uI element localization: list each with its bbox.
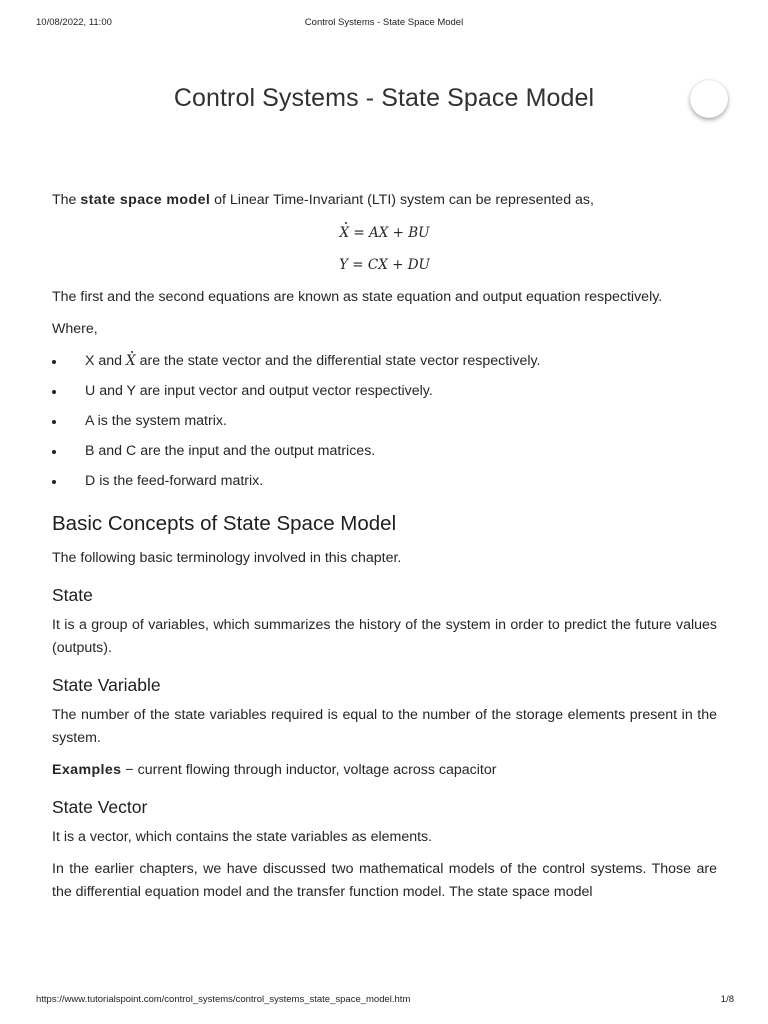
list-item: D is the feed-forward matrix. (52, 470, 717, 493)
definition-list (52, 350, 717, 493)
state-vector-text: It is a vector, which contains the state variables as elements. (52, 829, 433, 845)
examples-text: − current flowing through inductor, voltage across capacitor (121, 762, 497, 778)
list-item: U and Y are input vector and output vector respectively. (52, 380, 717, 403)
floating-circle-button[interactable] (690, 80, 728, 118)
subheading-state: State (52, 585, 93, 605)
intro-bold-term: state space model (80, 192, 211, 208)
x-dot-symbol: X (339, 221, 349, 245)
page-title: Control Systems - State Space Model (173, 84, 595, 112)
subheading-state-variable: State Variable (52, 675, 161, 695)
intro-paragraph (52, 189, 717, 212)
print-header (0, 17, 768, 31)
page-url: https://www.tutorialspoint.com/control_systems/control_systems_state_space_model.htm (36, 994, 411, 1005)
state-text: It is a group of variables, which summarizes the history of the system in order to predict the future values (outputs). (52, 617, 717, 656)
state-vector-continued: In the earlier chapters, we have discussed two mathematical models of the control systems. Those are the differential equation model and the transfer function model. The state space model (52, 861, 717, 900)
article-content (52, 189, 717, 913)
intro-before: The (52, 192, 81, 208)
print-doc-title: Control Systems - State Space Model (304, 17, 464, 28)
equations-explanation: The first and the second equations are known as state equation and output equation respectively. (52, 289, 663, 305)
page-number: 1/8 (720, 994, 734, 1005)
output-equation: Y = CX + DU (339, 257, 430, 273)
state-space-equations (52, 221, 717, 277)
where-label: Where, (52, 321, 98, 337)
intro-after: of Linear Time-Invariant (LTI) system can be represented as, (210, 192, 594, 208)
def1-post: are the state vector and the differential state vector respectively. (135, 353, 541, 369)
state-variable-text: The number of the state variables required is equal to the number of the storage elements present in the system. (52, 707, 717, 746)
basic-concepts-text: The following basic terminology involved in this chapter. (52, 550, 402, 566)
print-footer (0, 994, 768, 1008)
def1-pre: X and (85, 353, 127, 369)
x-dot-symbol: X (126, 350, 136, 373)
subheading-state-vector: State Vector (52, 797, 148, 817)
examples-line (52, 759, 717, 782)
state-equation-rhs: = AX + BU (349, 225, 430, 241)
list-item: A is the system matrix. (52, 410, 717, 433)
list-item: B and C are the input and the output matrices. (52, 440, 717, 463)
print-datetime: 10/08/2022, 11:00 (36, 17, 112, 28)
list-item (52, 350, 717, 373)
examples-label: Examples (52, 762, 122, 778)
state-equation (52, 221, 717, 245)
section-heading-basic-concepts: Basic Concepts of State Space Model (52, 512, 397, 535)
